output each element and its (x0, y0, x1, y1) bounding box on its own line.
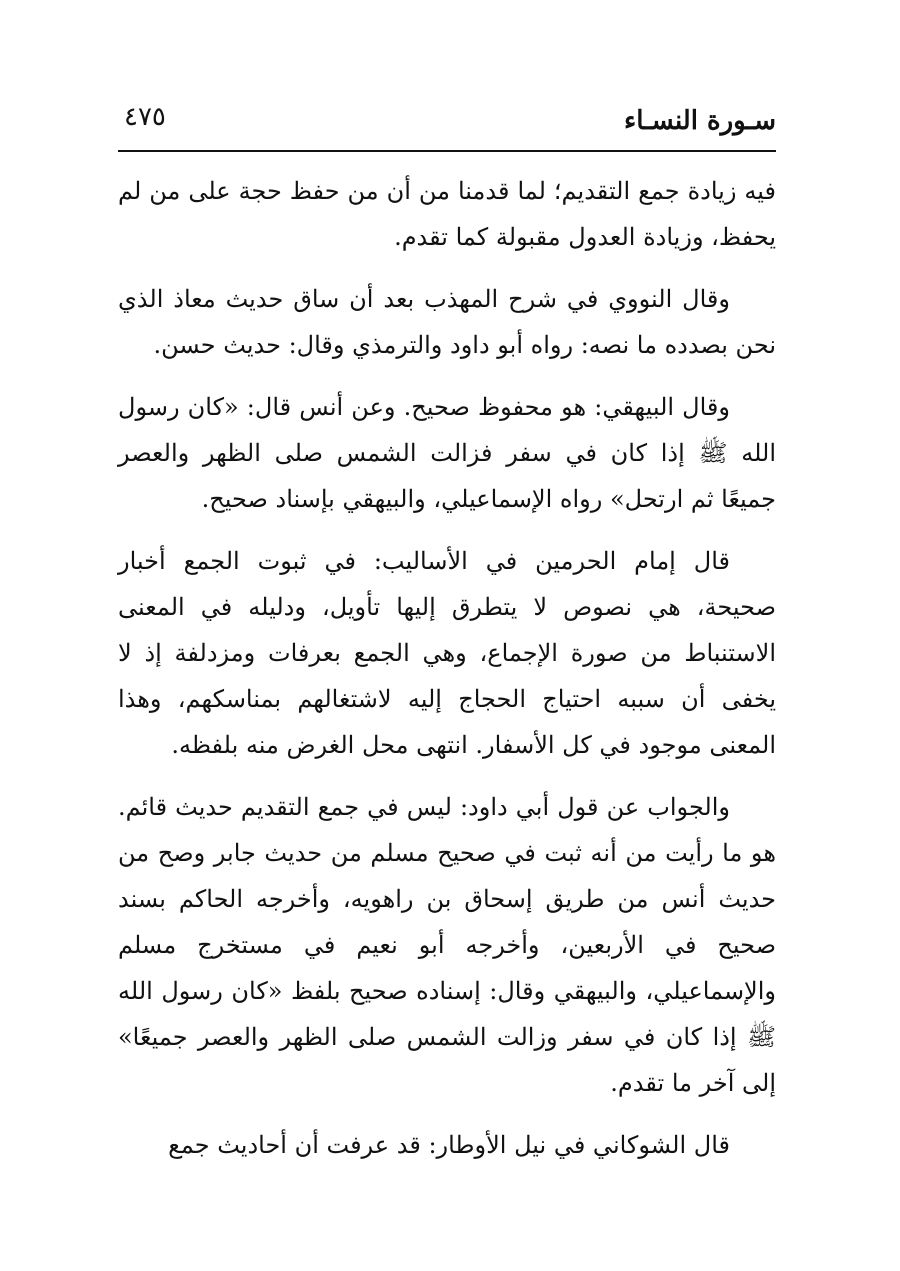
page-body (118, 168, 776, 1184)
paragraph-2: وقال النووي في شرح المهذب بعد أن ساق حديث معاذ الذي نحن بصدده ما نصه: رواه أبو داود والترمذي وقال: حديث حسن. (118, 285, 776, 359)
paragraph-4: قال إمام الحرمين في الأساليب: في ثبوت الجمع أخبار صحيحة، هي نصوص لا يتطرق إليها تأويل، ودليله في المعنى الاستنباط من صورة الإجماع، وهي الجمع بعرفات ومزدلفة إذ لا يخفى أن سببه احتياج الحجاج إليه لاشتغالهم بمناسكهم، وهذا المعنى موجود في كل الأسفار. انتهى محل الغرض منه بلفظه. (118, 547, 776, 759)
paragraph-1: فيه زيادة جمع التقديم؛ لما قدمنا من أن من حفظ حجة على من لم يحفظ، وزيادة العدول مقبولة كما تقدم. (118, 177, 776, 251)
paragraph-3: وقال البيهقي: هو محفوظ صحيح. وعن أنس قال: «كان رسول الله ﷺ إذا كان في سفر فزالت الشمس صلى الظهر والعصر جميعًا ثم ارتحل» رواه الإسماعيلي، والبيهقي بإسناد صحيح. (118, 393, 776, 513)
page-number: ٤٧٥ (124, 102, 166, 132)
paragraph-5: والجواب عن قول أبي داود: ليس في جمع التقديم حديث قائم. هو ما رأيت من أنه ثبت في صحيح مسلم من حديث جابر وصح من حديث أنس من طريق إسحاق بن راهويه، وأخرجه الحاكم بسند صحيح في الأربعين، وأخرجه أبو نعيم في مستخرج مسلم والإسماعيلي، والبيهقي وقال: إسناده صحيح بلفظ «كان رسول الله ﷺ إذا كان في سفر وزالت الشمس صلى الظهر والعصر جميعًا» إلى آخر ما تقدم. (118, 793, 776, 1097)
surah-title: سـورة النسـاء (623, 106, 776, 136)
paragraph-6: قال الشوكاني في نيل الأوطار: قد عرفت أن أحاديث جمع (168, 1131, 730, 1159)
page-header (118, 100, 776, 152)
